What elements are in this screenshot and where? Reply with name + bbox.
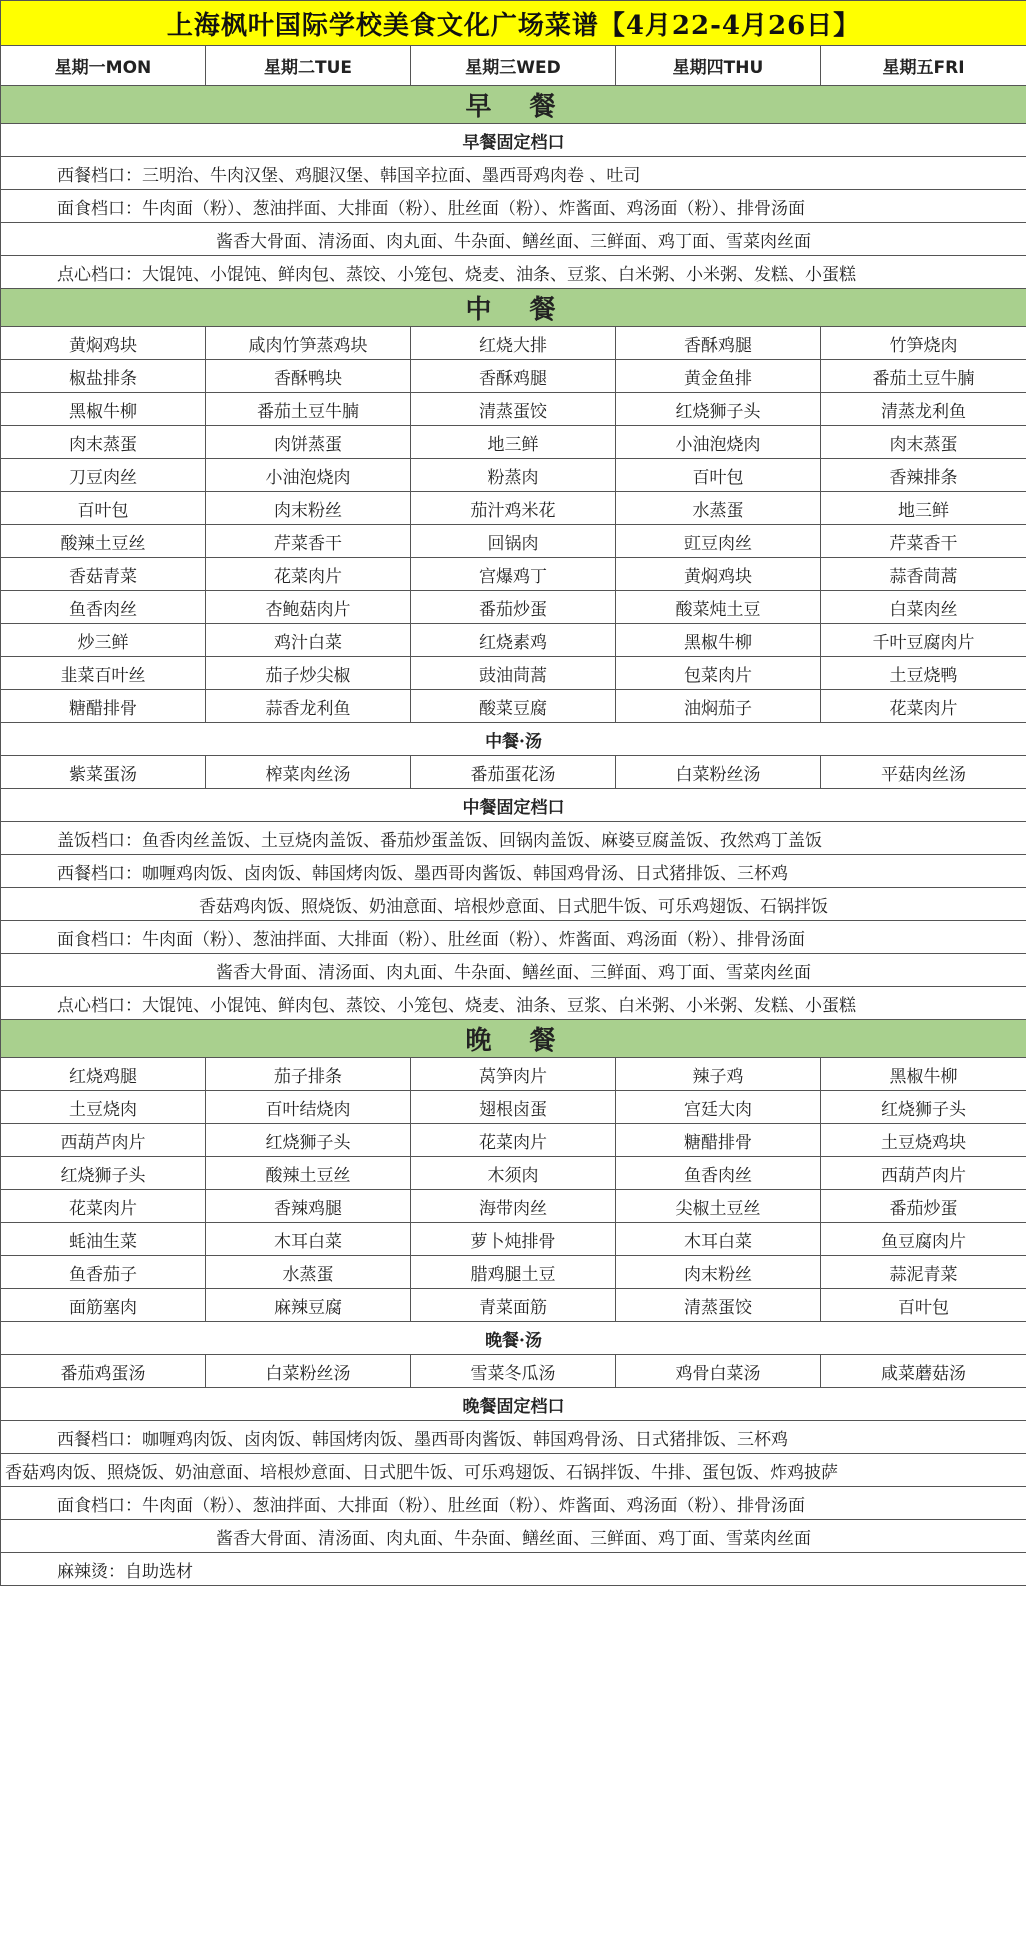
dish-cell: 咸肉竹笋蒸鸡块 [206, 327, 411, 360]
dish-cell: 麻辣豆腐 [206, 1289, 411, 1322]
dish-cell: 土豆烧鸭 [821, 657, 1026, 690]
fixed-stall-line: 西餐档口：咖喱鸡肉饭、卤肉饭、韩国烤肉饭、墨西哥肉酱饭、韩国鸡骨汤、日式猪排饭、三杯鸡 [1, 1421, 1026, 1454]
day-header: 星期二TUE [206, 46, 411, 86]
dish-cell: 水蒸蛋 [616, 492, 821, 525]
dish-cell: 黄焖鸡块 [1, 327, 206, 360]
dish-cell: 百叶结烧肉 [206, 1091, 411, 1124]
fixed-stall-line: 香菇鸡肉饭、照烧饭、奶油意面、培根炒意面、日式肥牛饭、可乐鸡翅饭、石锅拌饭、牛排、蛋包饭、炸鸡披萨 [1, 1454, 1026, 1487]
dinner-header: 晚 餐 [1, 1020, 1026, 1058]
dish-cell: 香酥鸡腿 [411, 360, 616, 393]
dish-cell: 花菜肉片 [206, 558, 411, 591]
dish-cell: 竹笋烧肉 [821, 327, 1026, 360]
dish-cell: 黄焖鸡块 [616, 558, 821, 591]
dish-cell: 粉蒸肉 [411, 459, 616, 492]
soup-cell: 番茄鸡蛋汤 [1, 1355, 206, 1388]
dish-cell: 黄金鱼排 [616, 360, 821, 393]
dish-cell: 尖椒土豆丝 [616, 1190, 821, 1223]
dish-cell: 红烧狮子头 [206, 1124, 411, 1157]
dish-cell: 翅根卤蛋 [411, 1091, 616, 1124]
breakfast-header: 早 餐 [1, 86, 1026, 124]
dish-cell: 香辣排条 [821, 459, 1026, 492]
dish-cell: 清蒸蛋饺 [411, 393, 616, 426]
day-header: 星期三WED [411, 46, 616, 86]
dish-cell: 鱼香肉丝 [1, 591, 206, 624]
dish-cell: 蚝油生菜 [1, 1223, 206, 1256]
dish-cell: 莴笋肉片 [411, 1058, 616, 1091]
dish-cell: 香酥鸭块 [206, 360, 411, 393]
dish-cell: 红烧狮子头 [616, 393, 821, 426]
dish-cell: 土豆烧肉 [1, 1091, 206, 1124]
fixed-stall-line: 点心档口：大馄饨、小馄饨、鲜肉包、蒸饺、小笼包、烧麦、油条、豆浆、白米粥、小米粥、发糕、小蛋糕 [1, 256, 1026, 289]
dish-cell: 油焖茄子 [616, 690, 821, 723]
soup-cell: 鸡骨白菜汤 [616, 1355, 821, 1388]
dish-cell: 蒜香茼蒿 [821, 558, 1026, 591]
dish-cell: 木耳白菜 [616, 1223, 821, 1256]
dish-cell: 辣子鸡 [616, 1058, 821, 1091]
soup-section-title: 晚餐·汤 [1, 1322, 1026, 1355]
dish-cell: 清蒸龙利鱼 [821, 393, 1026, 426]
dish-cell: 地三鲜 [411, 426, 616, 459]
dish-cell: 红烧大排 [411, 327, 616, 360]
fixed-stall-line: 麻辣烫：自助选材 [1, 1553, 1026, 1586]
dish-cell: 茄汁鸡米花 [411, 492, 616, 525]
dish-cell: 肉末粉丝 [206, 492, 411, 525]
dish-cell: 香辣鸡腿 [206, 1190, 411, 1223]
dish-cell: 酸菜炖土豆 [616, 591, 821, 624]
dish-cell: 蒜香龙利鱼 [206, 690, 411, 723]
dish-cell: 包菜肉片 [616, 657, 821, 690]
dish-cell: 豇豆肉丝 [616, 525, 821, 558]
dinner-fixed-title: 晚餐固定档口 [1, 1388, 1026, 1421]
dish-cell: 西葫芦肉片 [821, 1157, 1026, 1190]
dish-cell: 宫爆鸡丁 [411, 558, 616, 591]
dish-cell: 番茄炒蛋 [821, 1190, 1026, 1223]
dish-cell: 酸菜豆腐 [411, 690, 616, 723]
dish-cell: 茄子炒尖椒 [206, 657, 411, 690]
dish-cell: 香酥鸡腿 [616, 327, 821, 360]
dish-cell: 木耳白菜 [206, 1223, 411, 1256]
page-title: 上海枫叶国际学校美食文化广场菜谱【4月22-4月26日】 [1, 1, 1026, 46]
dish-cell: 腊鸡腿土豆 [411, 1256, 616, 1289]
dish-cell: 清蒸蛋饺 [616, 1289, 821, 1322]
dish-cell: 花菜肉片 [411, 1124, 616, 1157]
dish-cell: 肉末粉丝 [616, 1256, 821, 1289]
dish-cell: 萝卜炖排骨 [411, 1223, 616, 1256]
day-header: 星期一MON [1, 46, 206, 86]
dish-cell: 黑椒牛柳 [821, 1058, 1026, 1091]
dish-cell: 百叶包 [616, 459, 821, 492]
dish-cell: 小油泡烧肉 [206, 459, 411, 492]
dish-cell: 糖醋排骨 [1, 690, 206, 723]
dish-cell: 宫廷大肉 [616, 1091, 821, 1124]
dish-cell: 木须肉 [411, 1157, 616, 1190]
day-header: 星期四THU [616, 46, 821, 86]
dish-cell: 红烧素鸡 [411, 624, 616, 657]
dish-cell: 肉末蒸蛋 [1, 426, 206, 459]
dish-cell: 鱼香肉丝 [616, 1157, 821, 1190]
dish-cell: 红烧狮子头 [821, 1091, 1026, 1124]
dish-cell: 番茄炒蛋 [411, 591, 616, 624]
soup-cell: 榨菜肉丝汤 [206, 756, 411, 789]
dish-cell: 鸡汁白菜 [206, 624, 411, 657]
dish-cell: 蒜泥青菜 [821, 1256, 1026, 1289]
dish-cell: 西葫芦肉片 [1, 1124, 206, 1157]
breakfast-fixed-title: 早餐固定档口 [1, 124, 1026, 157]
dish-cell: 红烧狮子头 [1, 1157, 206, 1190]
soup-cell: 咸菜蘑菇汤 [821, 1355, 1026, 1388]
soup-cell: 紫菜蛋汤 [1, 756, 206, 789]
dish-cell: 炒三鲜 [1, 624, 206, 657]
fixed-stall-line: 面食档口：牛肉面（粉）、葱油拌面、大排面（粉）、肚丝面（粉）、炸酱面、鸡汤面（粉）、排骨汤面 [1, 921, 1026, 954]
soup-cell: 雪菜冬瓜汤 [411, 1355, 616, 1388]
dish-cell: 鱼香茄子 [1, 1256, 206, 1289]
fixed-stall-line: 西餐档口：三明治、牛肉汉堡、鸡腿汉堡、韩国辛拉面、墨西哥鸡肉卷 、吐司 [1, 157, 1026, 190]
dish-cell: 香菇青菜 [1, 558, 206, 591]
dish-cell: 豉油茼蒿 [411, 657, 616, 690]
dish-cell: 黑椒牛柳 [1, 393, 206, 426]
dish-cell: 土豆烧鸡块 [821, 1124, 1026, 1157]
dish-cell: 百叶包 [821, 1289, 1026, 1322]
fixed-stall-line: 酱香大骨面、清汤面、肉丸面、牛杂面、鳝丝面、三鲜面、鸡丁面、雪菜肉丝面 [1, 223, 1026, 256]
dish-cell: 糖醋排骨 [616, 1124, 821, 1157]
dish-cell: 海带肉丝 [411, 1190, 616, 1223]
soup-cell: 平菇肉丝汤 [821, 756, 1026, 789]
fixed-stall-line: 面食档口：牛肉面（粉）、葱油拌面、大排面（粉）、肚丝面（粉）、炸酱面、鸡汤面（粉）、排骨汤面 [1, 190, 1026, 223]
dish-cell: 红烧鸡腿 [1, 1058, 206, 1091]
dish-cell: 酸辣土豆丝 [1, 525, 206, 558]
dish-cell: 番茄土豆牛腩 [206, 393, 411, 426]
fixed-stall-line: 香菇鸡肉饭、照烧饭、奶油意面、培根炒意面、日式肥牛饭、可乐鸡翅饭、石锅拌饭 [1, 888, 1026, 921]
dish-cell: 小油泡烧肉 [616, 426, 821, 459]
dish-cell: 回锅肉 [411, 525, 616, 558]
dish-cell: 白菜肉丝 [821, 591, 1026, 624]
dish-cell: 杏鲍菇肉片 [206, 591, 411, 624]
dish-cell: 千叶豆腐肉片 [821, 624, 1026, 657]
soup-cell: 番茄蛋花汤 [411, 756, 616, 789]
soup-cell: 白菜粉丝汤 [616, 756, 821, 789]
dish-cell: 地三鲜 [821, 492, 1026, 525]
dish-cell: 椒盐排条 [1, 360, 206, 393]
dish-cell: 芹菜香干 [821, 525, 1026, 558]
dish-cell: 酸辣土豆丝 [206, 1157, 411, 1190]
fixed-stall-line: 盖饭档口：鱼香肉丝盖饭、土豆烧肉盖饭、番茄炒蛋盖饭、回锅肉盖饭、麻婆豆腐盖饭、孜然鸡丁盖饭 [1, 822, 1026, 855]
dish-cell: 韭菜百叶丝 [1, 657, 206, 690]
soup-section-title: 中餐·汤 [1, 723, 1026, 756]
dish-cell: 鱼豆腐肉片 [821, 1223, 1026, 1256]
fixed-stall-line: 酱香大骨面、清汤面、肉丸面、牛杂面、鳝丝面、三鲜面、鸡丁面、雪菜肉丝面 [1, 1520, 1026, 1553]
dish-cell: 芹菜香干 [206, 525, 411, 558]
dish-cell: 茄子排条 [206, 1058, 411, 1091]
dish-cell: 花菜肉片 [821, 690, 1026, 723]
fixed-stall-line: 面食档口：牛肉面（粉）、葱油拌面、大排面（粉）、肚丝面（粉）、炸酱面、鸡汤面（粉）、排骨汤面 [1, 1487, 1026, 1520]
fixed-stall-line: 西餐档口：咖喱鸡肉饭、卤肉饭、韩国烤肉饭、墨西哥肉酱饭、韩国鸡骨汤、日式猪排饭、三杯鸡 [1, 855, 1026, 888]
dish-cell: 肉饼蒸蛋 [206, 426, 411, 459]
dish-cell: 刀豆肉丝 [1, 459, 206, 492]
dish-cell: 黑椒牛柳 [616, 624, 821, 657]
dish-cell: 百叶包 [1, 492, 206, 525]
soup-cell: 白菜粉丝汤 [206, 1355, 411, 1388]
dish-cell: 水蒸蛋 [206, 1256, 411, 1289]
lunch-fixed-title: 中餐固定档口 [1, 789, 1026, 822]
fixed-stall-line: 酱香大骨面、清汤面、肉丸面、牛杂面、鳝丝面、三鲜面、鸡丁面、雪菜肉丝面 [1, 954, 1026, 987]
day-header: 星期五FRI [821, 46, 1026, 86]
lunch-header: 中 餐 [1, 289, 1026, 327]
dish-cell: 番茄土豆牛腩 [821, 360, 1026, 393]
fixed-stall-line: 点心档口：大馄饨、小馄饨、鲜肉包、蒸饺、小笼包、烧麦、油条、豆浆、白米粥、小米粥、发糕、小蛋糕 [1, 987, 1026, 1020]
dish-cell: 肉末蒸蛋 [821, 426, 1026, 459]
dish-cell: 青菜面筋 [411, 1289, 616, 1322]
dish-cell: 面筋塞肉 [1, 1289, 206, 1322]
dish-cell: 花菜肉片 [1, 1190, 206, 1223]
